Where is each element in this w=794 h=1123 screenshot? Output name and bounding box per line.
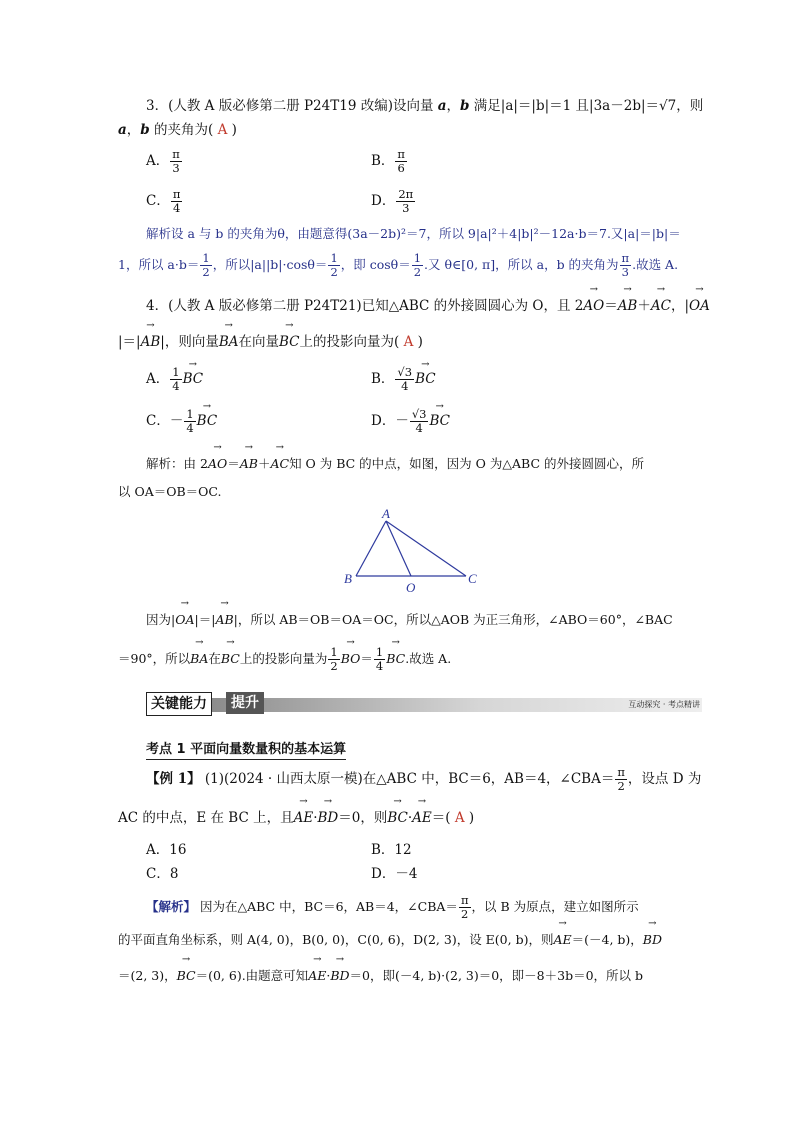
q4-solution-line3: 因为|→ OA|＝|→ AB|，所以 AB＝OB＝OA＝OC，所以△AOB 为正三角形，∠ABO＝60°，∠BAC bbox=[146, 610, 673, 630]
example1-solution-line3: ＝(2, 3)，→ BC＝(0, 6).由题意可知→ AE·→ BD＝0，即(－4, b)·(2, 3)＝0，即－8＋3b＝0，所以 b bbox=[118, 966, 643, 986]
example1-line1: 【例 1】 (1)(2024 · 山西太原一模)在△ABC 中，BC＝6，AB＝4，∠CBA＝ $\frac{\pi}{2}$ ，设点 D 为 bbox=[146, 765, 702, 793]
label-o: O bbox=[406, 580, 416, 595]
section-title: 关键能力 bbox=[146, 692, 212, 716]
q4-option-b: B． $\frac{√3}{4}$ → BC bbox=[371, 366, 436, 393]
q3-option-a: A． $\frac{\pi}{3}$ bbox=[146, 147, 180, 175]
q3-stem-line2: a，b 的夹角为( A ) bbox=[118, 122, 237, 138]
label-a: A bbox=[382, 506, 390, 521]
q3-answer: A bbox=[217, 122, 228, 138]
q4-stem-line1: 4．(人教 A 版必修第二册 P24T21)已知△ABC 的外接圆圆心为 O，且 2→ AO＝→ AB＋→ AC，|→ OA bbox=[146, 296, 710, 316]
q3-solution-line1: 解析设 a 与 b 的夹角为θ，由题意得(3a－2b)²＝7，所以 9|a|²＋4|b|²－12a·b＝7.又|a|＝|b|＝ bbox=[146, 226, 681, 241]
edge-ab bbox=[356, 521, 386, 576]
section-header bbox=[146, 692, 702, 716]
section-highlight: 提升 bbox=[226, 692, 264, 714]
label-c: C bbox=[468, 571, 477, 586]
q4-solution-line1: 解析：由 2→ AO＝→ AB＋→ AC知 O 为 BC 的中点，如图，因为 O 为△ABC 的外接圆圆心，所 bbox=[146, 454, 644, 474]
q3-option-d: D． $\frac{2\pi}{3}$ bbox=[371, 187, 414, 215]
example1-solution-line2: 的平面直角坐标系，则 A(4, 0)，B(0, 0)，C(0, 6)，D(2, 3)，设 E(0, b)，则→ AE＝(－4, b)，→ BD bbox=[118, 930, 662, 950]
q4-option-d: D．－ $\frac{√3}{4}$ → BC bbox=[371, 408, 450, 435]
example1-option-b: B．12 bbox=[371, 842, 412, 858]
example1-option-a: A．16 bbox=[146, 842, 187, 858]
example1-option-c: C．8 bbox=[146, 866, 179, 882]
q3-option-c: C． $\frac{\pi}{4}$ bbox=[146, 187, 181, 215]
example1-solution-line1: 【解析】 因为在△ABC 中，BC＝6，AB＝4，∠CBA＝ $\frac{\pi}{2}$ ，以 B 为原点，建立如图所示 bbox=[146, 893, 639, 921]
q4-option-c: C．－ $\frac{1}{4}$ → BC bbox=[146, 408, 217, 435]
q3-solution-line2: 1，所以 a·b＝ $\frac{1}{2}$ ，所以|a||b|·cosθ＝ $\frac{1}{2}$ ，即 cosθ＝ $\frac{1}{2}$ .又 θ∈[0, π]，所以 a，b 的夹角为 $\frac{\pi}{3}$ .故选 A. bbox=[118, 251, 679, 279]
q4-stem-line2: |＝|→ AB|，则向量→ BA在向量→ BC上的投影向量为( A ) bbox=[118, 332, 423, 352]
q3-stem-line1: 3．(人教 A 版必修第二册 P24T19 改编)设向量 a，b 满足|a|＝|b|＝1 且|3a－2b|＝√7，则 bbox=[146, 98, 704, 114]
q4-option-a: A． $\frac{1}{4}$ → BC bbox=[146, 366, 203, 393]
q4-solution-line2: 以 OA＝OB＝OC. bbox=[118, 484, 222, 499]
example1-line2: AC 的中点，E 在 BC 上，且→ AE·→ BD＝0，则→ BC·→ AE＝( A ) bbox=[118, 808, 474, 828]
example1-option-d: D．－4 bbox=[371, 866, 418, 882]
q3-option-b: B． $\frac{\pi}{6}$ bbox=[371, 147, 405, 175]
triangle-figure bbox=[330, 505, 490, 597]
kaodian-heading: 考点 1 平面向量数量积的基本运算 bbox=[146, 738, 346, 757]
section-tag: 互动探究 · 考点精讲 bbox=[628, 700, 700, 709]
q4-answer: A bbox=[403, 334, 414, 350]
example1-answer: A bbox=[454, 810, 465, 826]
label-b: B bbox=[344, 571, 352, 586]
q4-solution-line4: ＝90°，所以→ BA在→ BC上的投影向量为 $\frac{1}{2}$ → BO＝ $\frac{1}{4}$ → BC.故选 A. bbox=[118, 646, 451, 673]
